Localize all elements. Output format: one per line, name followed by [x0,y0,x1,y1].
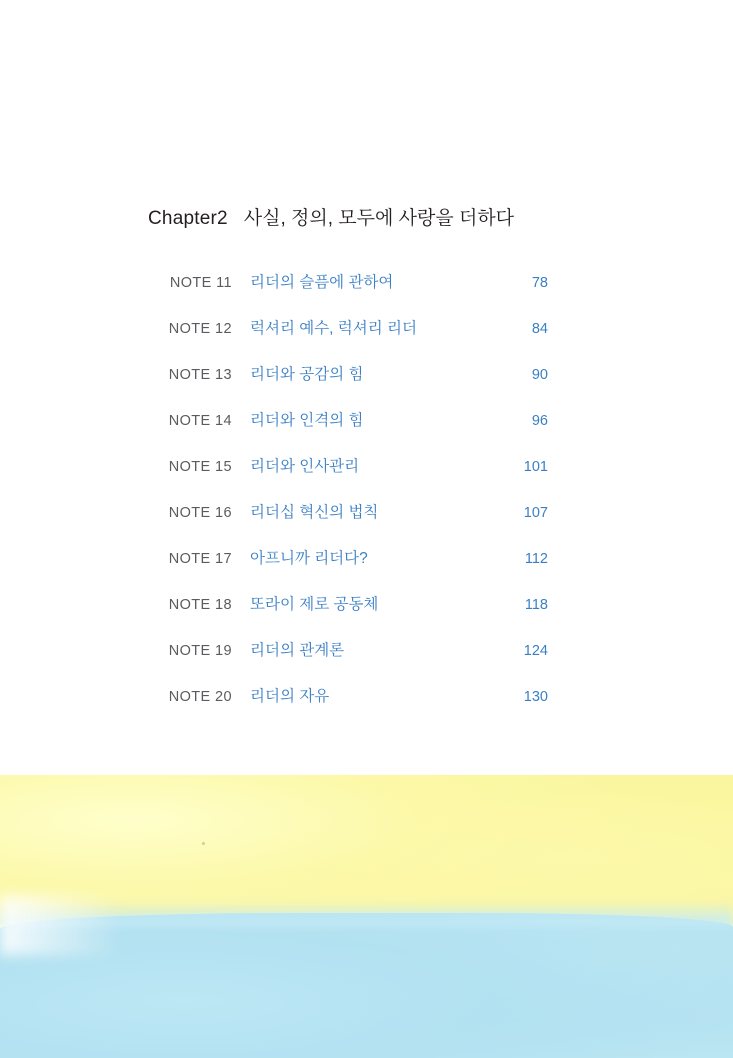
toc-entry[interactable] [148,316,548,362]
toc-page-number: 124 [523,643,548,659]
toc-entry-title[interactable]: 리더와 인격의 힘 [250,412,364,429]
toc-page-number: 78 [531,275,548,291]
toc-entry-title[interactable]: 리더의 자유 [250,688,330,705]
toc-entry[interactable] [148,546,548,592]
toc-note-label: NOTE 19 [168,643,232,659]
toc-note-label: NOTE 13 [168,367,232,383]
toc-note-label: NOTE 14 [168,413,232,429]
toc-page-number: 112 [524,551,548,567]
toc-page-number: 107 [523,505,548,521]
watercolor-band [0,775,733,1058]
toc-note-label: NOTE 15 [168,459,232,475]
toc-entry[interactable] [148,270,548,316]
toc-entry[interactable] [148,362,548,408]
toc-note-label: NOTE 18 [168,597,232,613]
toc-entry-title[interactable]: 리더의 슬픔에 관하여 [250,274,394,291]
chapter-title: 사실, 정의, 모두에 사랑을 더하다 [243,208,515,229]
toc-note-label: NOTE 12 [168,321,232,337]
toc-entry[interactable] [148,592,548,638]
watercolor-left-fade [0,895,120,955]
chapter-heading [148,203,514,230]
paper-speck [202,842,205,845]
toc-entry[interactable] [148,408,548,454]
toc-page-number: 84 [531,321,548,337]
toc-page-number: 96 [531,413,548,429]
table-of-contents [148,270,548,730]
toc-note-label: NOTE 11 [169,275,232,291]
toc-entry-title[interactable]: 아프니까 리더다? [250,550,368,567]
chapter-label: Chapter2 [148,208,228,229]
toc-entry-title[interactable]: 리더십 혁신의 법칙 [250,504,379,521]
toc-note-label: NOTE 16 [168,505,232,521]
toc-page-number: 118 [524,597,548,613]
toc-note-label: NOTE 20 [168,689,232,705]
toc-entry-title[interactable]: 또라이 제로 공동체 [250,596,379,613]
toc-page-number: 90 [531,367,548,383]
toc-page-number: 130 [523,689,548,705]
toc-entry-title[interactable]: 럭셔리 예수, 럭셔리 리더 [250,320,417,337]
toc-note-label: NOTE 17 [168,551,232,567]
toc-entry[interactable] [148,684,548,730]
toc-entry-title[interactable]: 리더의 관계론 [250,642,345,659]
toc-page-number: 101 [523,459,548,475]
toc-entry[interactable] [148,454,548,500]
toc-entry[interactable] [148,500,548,546]
toc-entry[interactable] [148,638,548,684]
toc-entry-title[interactable]: 리더와 인사관리 [250,458,360,475]
toc-entry-title[interactable]: 리더와 공감의 힘 [250,366,364,383]
